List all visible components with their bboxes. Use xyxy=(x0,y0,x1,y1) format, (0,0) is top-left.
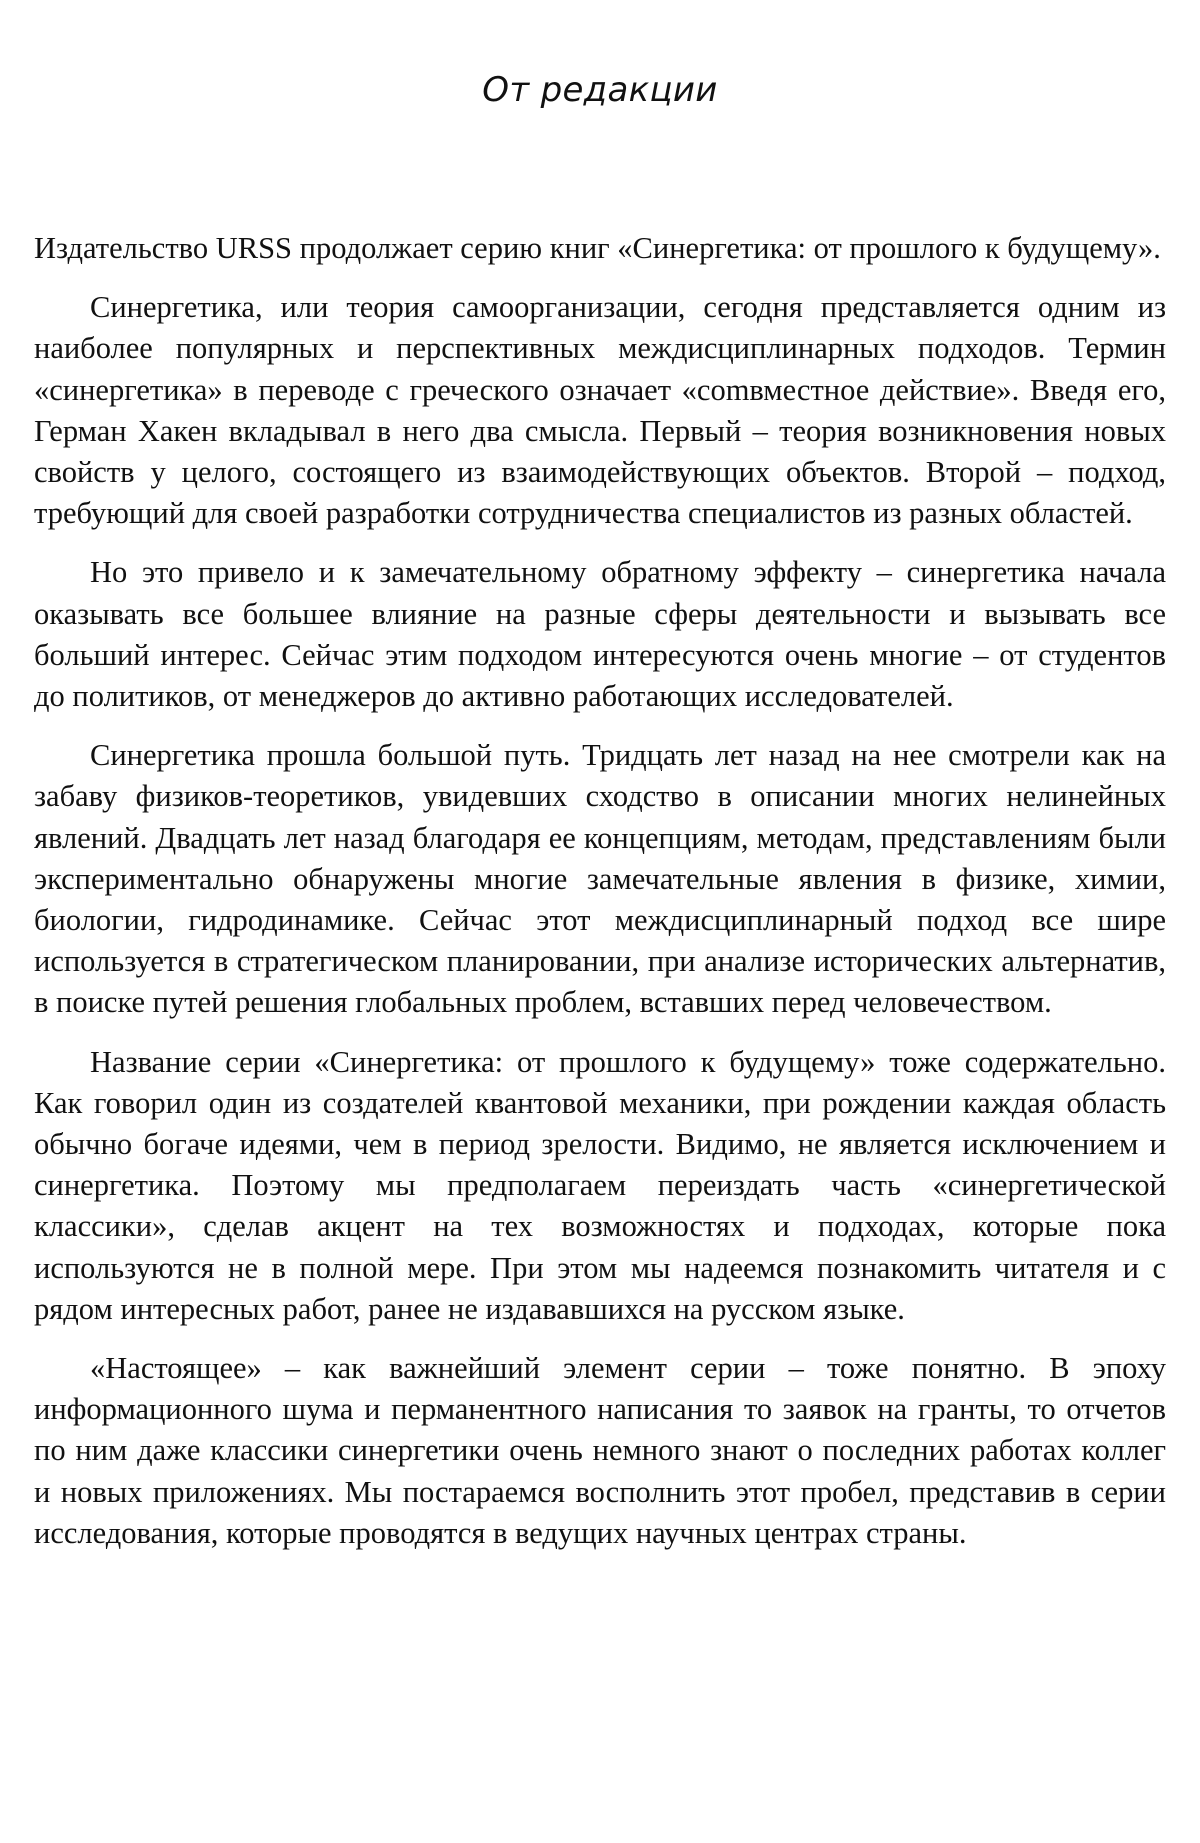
paragraph: Синергетика, или теория самоорганизации, сегодня представляется одним из наиболее популярных и перспективных междисциплинарных подходов. Термин «синергетика» в переводе с греческого означает «соmвместное действие». Введя его, Герман Хакен вкладывал в него два смысла. Первый – теория возникновения новых свойств у целого, состоящего из взаимодействующих объектов. Второй – подход, требующий для своей разработки сотрудничества специалистов из разных областей. xyxy=(34,290,1166,531)
paragraph: Синергетика прошла большой путь. Тридцать лет назад на нее смотрели как на забаву физиков-теоретиков, увидевших сходство в описании многих нелинейных явлений. Двадцать лет назад благодаря ее концепциям, методам, представлениям были экспериментально обнаружены многие замечательные явления в физике, химии, биологии, гидродинамике. Сейчас этот междисциплинарный подход все шире используется в стратегическом планировании, при анализе исторических альтернатив, в поиске путей решения глобальных проблем, вставших перед человечеством. xyxy=(34,738,1166,1020)
body-text xyxy=(34,228,1166,1554)
paragraph: Но это привело и к замечательному обратному эффекту – синергетика начала оказывать все большее влияние на разные сферы деятельности и вызывать все больший интерес. Сейчас этим подходом интересуются очень многие – от студентов до политиков, от менеджеров до активно работающих исследователей. xyxy=(34,555,1166,714)
paragraph: Издательство URSS продолжает серию книг «Синергетика: от прошлого к будущему». xyxy=(34,231,1161,265)
paragraph: «Настоящее» – как важнейший элемент серии – тоже понятно. В эпоху информационного шума и перманентного написания то заявок на гранты, то отчетов по ним даже классики синергетики очень немного знают о последних работах коллег и новых приложениях. Мы постараемся восполнить этот пробел, представив в серии исследования, которые проводятся в ведущих научных центрах страны. xyxy=(34,1351,1166,1550)
paragraph: Название серии «Синергетика: от прошлого к будущему» тоже содержательно. Как говорил один из создателей квантовой механики, при рождении каждая область обычно богаче идеями, чем в период зрелости. Видимо, не является исключением и синергетика. Поэтому мы предполагаем переиздать часть «синергетической классики», сделав акцент на тех возможностях и подходах, которые пока используются не в полной мере. При этом мы надеемся познакомить читателя и с рядом интересных работ, ранее не издававшихся на русском языке. xyxy=(34,1044,1166,1326)
page-title: От редакции xyxy=(482,70,718,110)
